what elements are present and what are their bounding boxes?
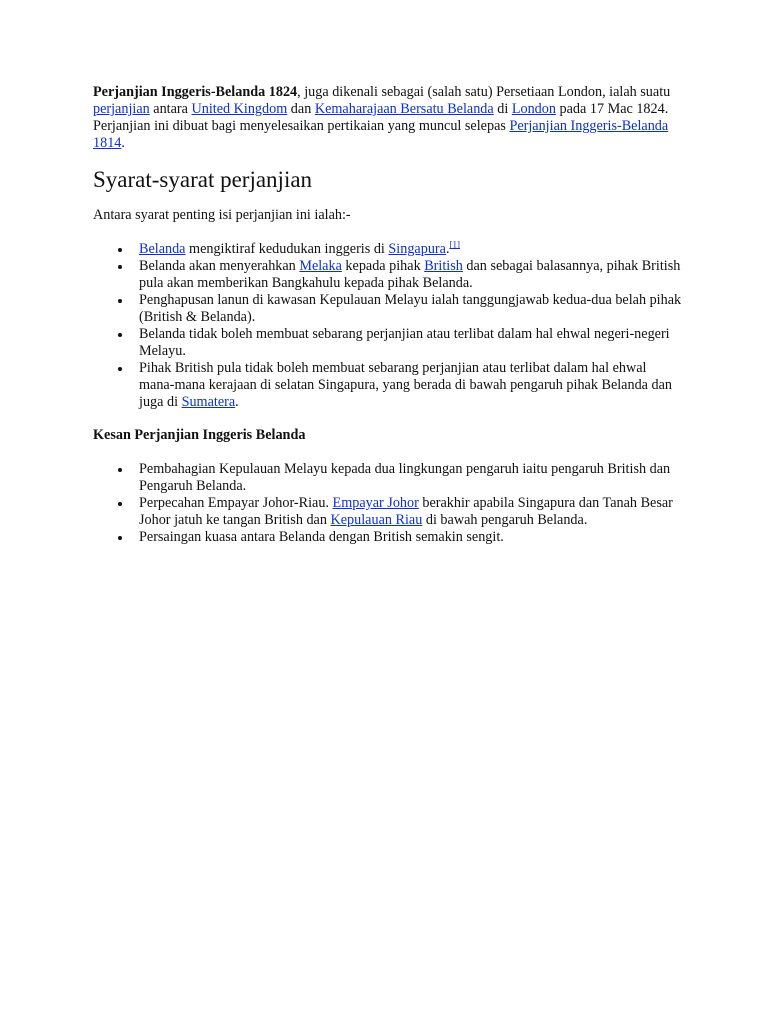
link-sumatera[interactable]: Sumatera — [181, 394, 236, 410]
intro-text: pada 17 Mac 1824. Perjanjian ini dibuat bagi menyelesaikan pertikaian yang muncul selepas — [93, 101, 669, 134]
link-kepulauan-riau[interactable]: Kepulauan Riau — [330, 512, 423, 528]
section-heading-kesan: Kesan Perjanjian Inggeris Belanda — [93, 427, 306, 443]
list-item: Penghapusan lanun di kawasan Kepulauan Melayu ialah tanggungjawab kedua-dua belah pihak (British & Belanda). — [93, 292, 683, 326]
intro-text: antara — [149, 101, 192, 117]
section-heading-syarat: Syarat-syarat perjanjian — [93, 167, 313, 192]
section-lead: Antara syarat penting isi perjanjian ini ialah:- — [93, 207, 351, 223]
list-item-text: . — [445, 241, 450, 257]
intro-text: di — [493, 101, 512, 117]
list-item-text: Belanda akan menyerahkan — [139, 258, 300, 274]
intro-paragraph — [93, 84, 683, 152]
link-belanda[interactable]: Belanda — [139, 241, 186, 257]
link-melaka[interactable]: Melaka — [299, 258, 342, 274]
link-united-kingdom[interactable]: United Kingdom — [191, 101, 288, 117]
link-british[interactable]: British — [424, 258, 463, 274]
terms-list — [93, 241, 683, 411]
list-item: Persaingan kuasa antara Belanda dengan British semakin sengit. — [93, 529, 683, 546]
list-item-text: . — [235, 394, 239, 410]
list-item: Belanda tidak boleh membuat sebarang perjanjian atau terlibat dalam hal ehwal negeri-negeri Melayu. — [93, 326, 683, 360]
article-title: Perjanjian Inggeris-Belanda 1824 — [93, 84, 298, 100]
link-perjanjian-1814[interactable]: Perjanjian Inggeris-Belanda 1814 — [93, 118, 669, 151]
list-item-text: kepada pihak — [341, 258, 425, 274]
list-item-text: Perpecahan Empayar Johor-Riau. — [139, 495, 333, 511]
list-item-text: di bawah pengaruh Belanda. — [422, 512, 588, 528]
link-empayar-johor[interactable]: Empayar Johor — [332, 495, 419, 511]
intro-text: . — [121, 135, 125, 151]
list-item — [93, 360, 683, 411]
link-perjanjian[interactable]: perjanjian — [93, 101, 150, 117]
list-item-text: Pihak British pula tidak boleh membuat sebarang perjanjian atau terlibat dalam hal ehwal mana-mana kerajaan di selatan Singapura, yang berada di bawah pengaruh pihak Belanda dan juga di — [139, 360, 672, 410]
document-page — [93, 84, 683, 546]
list-item-text: dan sebagai balasannya, pihak British pula akan memberikan Bangkahulu kepada pihak Belanda. — [139, 258, 681, 291]
list-item: Pembahagian Kepulauan Melayu kepada dua lingkungan pengaruh iaitu pengaruh British dan Pengaruh Belanda. — [93, 461, 683, 495]
intro-text: , juga dikenali sebagai (salah satu) Persetiaan London, ialah suatu — [297, 84, 671, 100]
list-item-text: berakhir apabila Singapura dan Tanah Besar Johor jatuh ke tangan British dan — [139, 495, 673, 528]
reference-link[interactable]: [1] — [449, 239, 460, 250]
list-item-text: mengiktiraf kedudukan inggeris di — [185, 241, 389, 257]
effects-list — [93, 461, 683, 546]
link-kemaharajaan-bersatu-belanda[interactable]: Kemaharajaan Bersatu Belanda — [314, 101, 494, 117]
link-singapura[interactable]: Singapura — [388, 241, 446, 257]
list-item — [93, 495, 683, 529]
list-item — [93, 241, 683, 258]
intro-text: dan — [287, 101, 315, 117]
link-london[interactable]: London — [511, 101, 556, 117]
list-item — [93, 258, 683, 292]
